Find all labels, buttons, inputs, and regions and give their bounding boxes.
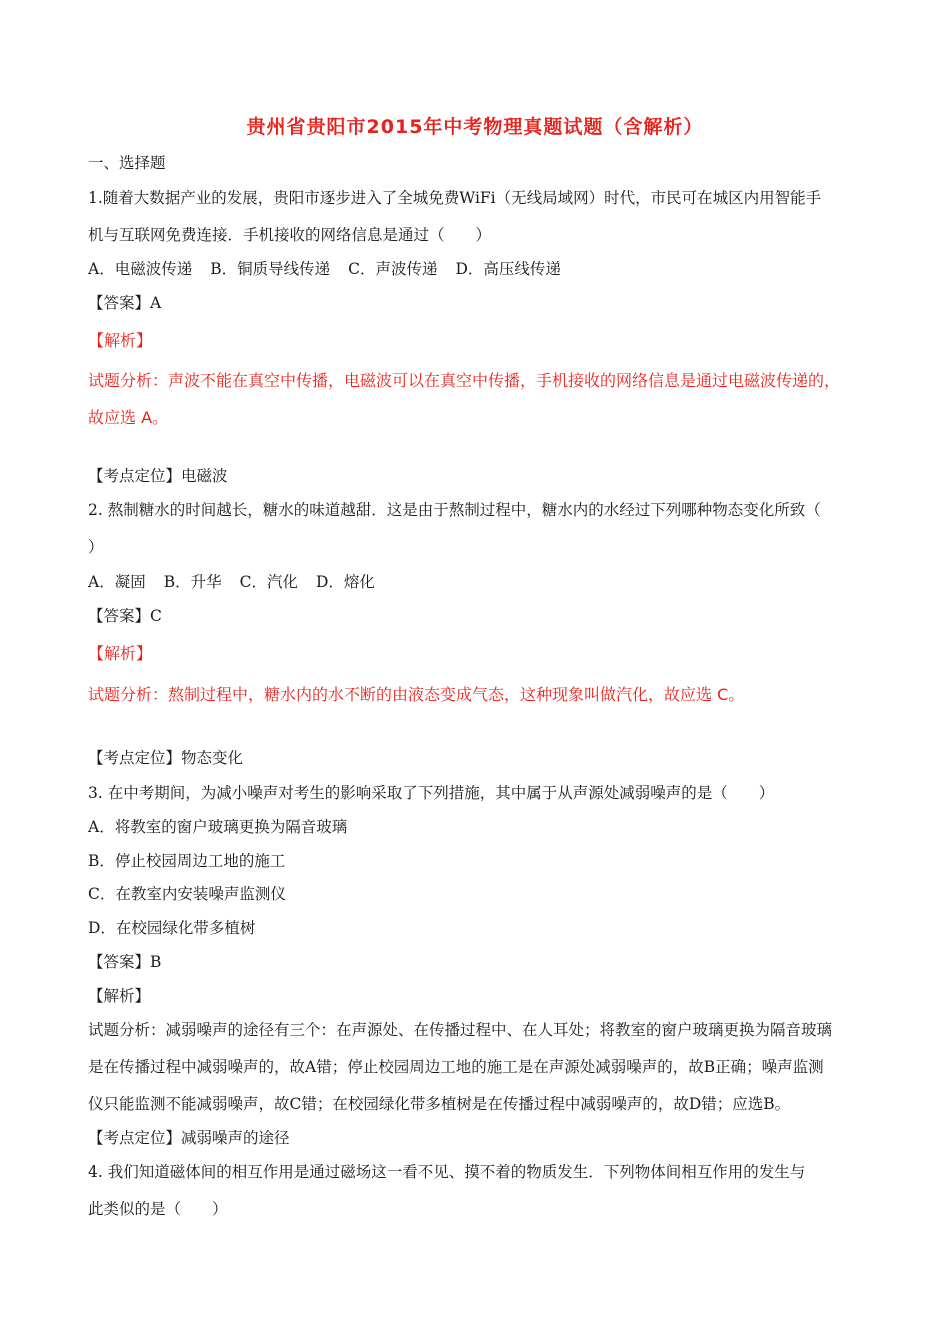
q3-analysis-line2: 是在传播过程中减弱噪声的，故A错；停止校园周边工地的施工是在声源处减弱噪声的，故B正确；噪声监测: [88, 1058, 824, 1076]
q1-option-c: C．声波传递: [348, 260, 438, 278]
q2-option-b: B．升华: [163, 573, 222, 591]
q4-stem-line1: 4. 我们知道磁体间的相互作用是通过磁场这一看不见、摸不着的物质发生．下列物体间相互作用的发生与: [88, 1163, 806, 1181]
q2-options: [88, 572, 393, 592]
q1-option-b: B．铜质导线传递: [210, 260, 331, 278]
q2-stem-line1: 2. 熬制糖水的时间越长，糖水的味道越甜．这是由于熬制过程中，糖水内的水经过下列哪种物态变化所致（: [88, 501, 821, 519]
q1-analysis-heading: 【解析】: [88, 331, 153, 350]
q3-stem: 3. 在中考期间，为减小噪声对考生的影响采取了下列措施，其中属于从声源处减弱噪声的是（ ）: [88, 784, 775, 802]
q1-stem-line1: 1.随着大数据产业的发展，贵阳市逐步进入了全城免费WiFi（无线局域网）时代，市民可在城区内用智能手: [88, 189, 822, 207]
q2-option-c: C．汽化: [239, 573, 298, 591]
q2-analysis-heading: 【解析】: [88, 644, 153, 663]
q3-analysis-line3: 仪只能监测不能减弱噪声，故C错；在校园绿化带多植树是在传播过程中减弱噪声的，故D错；应选B。: [88, 1095, 791, 1113]
q1-knowledge-point: 【考点定位】电磁波: [88, 467, 228, 485]
q3-option-a: A．将教室的窗户玻璃更换为隔音玻璃: [88, 818, 348, 836]
q2-answer: 【答案】C: [88, 607, 162, 625]
q3-option-c: C．在教室内安装噪声监测仪: [88, 885, 286, 903]
q2-stem-line2: ）: [88, 538, 104, 556]
q1-answer: 【答案】A: [88, 294, 162, 312]
q1-options: [88, 259, 579, 279]
q2-option-d: D．熔化: [315, 573, 375, 591]
section-heading: 一、选择题: [88, 154, 166, 172]
q3-option-b: B．停止校园周边工地的施工: [88, 852, 286, 870]
q2-option-a: A．凝固: [88, 573, 146, 591]
q4-stem-line2: 此类似的是（ ）: [88, 1200, 228, 1218]
q3-knowledge-point: 【考点定位】减弱噪声的途径: [88, 1129, 290, 1147]
q1-analysis-line2: 故应选 A。: [88, 408, 169, 427]
q1-stem-line2: 机与互联网免费连接．手机接收的网络信息是通过（ ）: [88, 226, 492, 244]
q1-option-d: D．高压线传递: [455, 260, 561, 278]
q1-analysis-line1: 试题分析：声波不能在真空中传播，电磁波可以在真空中传播，手机接收的网络信息是通过电磁波传递的，: [88, 371, 841, 390]
q3-analysis-line1: 试题分析：减弱噪声的途径有三个：在声源处、在传播过程中、在人耳处；将教室的窗户玻璃更换为隔音玻璃: [88, 1021, 833, 1039]
q3-option-d: D．在校园绿化带多植树: [88, 919, 256, 937]
q3-answer: 【答案】B: [88, 953, 162, 971]
q1-option-a: A．电磁波传递: [88, 260, 193, 278]
q2-analysis-line1: 试题分析：熬制过程中，糖水内的水不断的由液态变成气态，这种现象叫做汽化，故应选 C。: [88, 685, 745, 704]
document-title: 贵州省贵阳市2015年中考物理真题试题（含解析）: [246, 116, 704, 138]
q3-analysis-heading: 【解析】: [88, 987, 151, 1005]
q2-knowledge-point: 【考点定位】物态变化: [88, 749, 244, 767]
